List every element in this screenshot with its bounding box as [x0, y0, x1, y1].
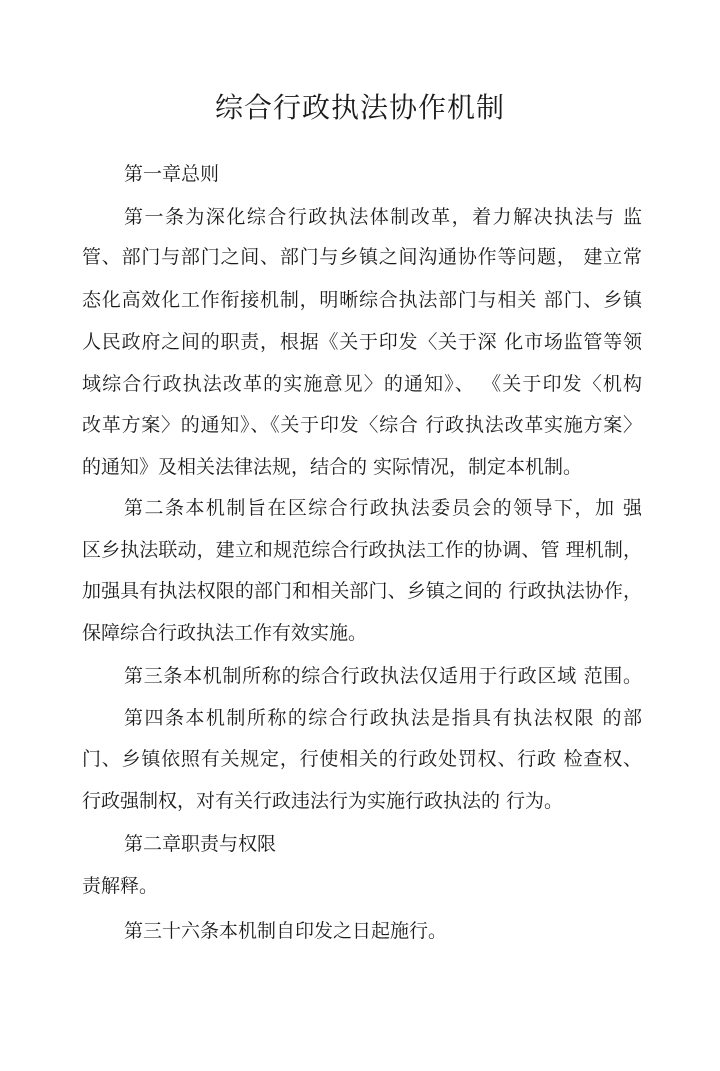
paragraph-line: 加强具有执法权限的部门和相关部门、乡镇之间的 行政执法协作，	[82, 580, 642, 602]
chapter-heading: 第二章职责与权限	[124, 833, 277, 855]
paragraph-line: 域综合行政执法改革的实施意见〉的通知》、 《关于印发〈机构	[82, 373, 642, 395]
paragraph-line: 责解释。	[82, 875, 159, 897]
paragraph-line: 第四条本机制所称的综合行政执法是指具有执法权限 的部	[124, 707, 642, 729]
paragraph-line: 第一条为深化综合行政执法体制改革，着力解决执法与 监	[124, 206, 642, 228]
paragraph-line: 门、乡镇依照有关规定，行使相关的行政处罚权、行政 检查权、	[82, 748, 642, 770]
paragraph-line: 人民政府之间的职责，根据《关于印发〈关于深 化市场监管等领	[82, 331, 642, 353]
paragraph-line: 第三十六条本机制自印发之日起施行。	[124, 920, 448, 942]
paragraph-line: 第二条本机制旨在区综合行政执法委员会的领导下，加 强	[124, 497, 642, 519]
paragraph-line: 行政强制权，对有关行政违法行为实施行政执法的 行为。	[82, 790, 564, 812]
chapter-heading: 第一章总则	[124, 163, 220, 185]
paragraph-line: 区乡执法联动，建立和规范综合行政执法工作的协调、管 理机制，	[82, 539, 642, 561]
paragraph-line: 保障综合行政执法工作有效实施。	[82, 622, 368, 644]
paragraph-line: 的通知》及相关法律法规，结合的 实际情况，制定本机制。	[82, 456, 583, 478]
document-title: 综合行政执法协作机制	[214, 91, 505, 124]
paragraph-line: 改革方案〉的通知》、《关于印发〈综合 行政执法改革实施方案〉	[82, 414, 642, 436]
paragraph-line: 态化高效化工作衔接机制，明晰综合执法部门与相关 部门、乡镇	[82, 289, 642, 311]
paragraph-line: 管、部门与部门之间、部门与乡镇之间沟通协作等问题， 建立常	[82, 246, 642, 268]
paragraph-line: 第三条本机制所称的综合行政执法仅适用于行政区域 范围。	[124, 665, 642, 687]
